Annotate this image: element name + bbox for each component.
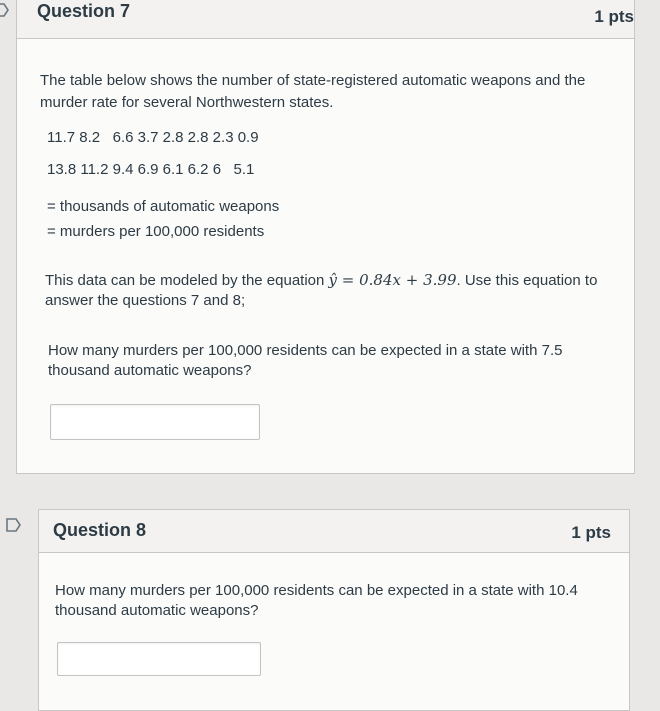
legend-weapons: = thousands of automatic weapons xyxy=(47,198,280,215)
question-7-title: Question 7 xyxy=(37,1,131,21)
question-7-prompt-line-2: thousand automatic weapons? xyxy=(48,362,252,379)
model-equation: ŷ = 0.84x + 3.99 xyxy=(328,271,457,289)
model-text-line-1 xyxy=(45,269,597,292)
model-text-before: This data can be modeled by the equation xyxy=(45,272,325,289)
table-row-weapons: 11.7 8.2 6.6 3.7 2.8 2.8 2.3 0.9 xyxy=(47,129,259,146)
question-8-prompt-line-2: thousand automatic weapons? xyxy=(55,602,259,619)
question-7-points: 1 pts xyxy=(594,7,634,26)
table-row-murders: 13.8 11.2 9.4 6.9 6.1 6.2 6 5.1 xyxy=(47,161,255,178)
question-8-prompt-line-1: How many murders per 100,000 residents can be expected in a state with 10.4 xyxy=(55,582,578,599)
question-8-flag-icon[interactable] xyxy=(6,518,22,532)
question-7-answer-input[interactable] xyxy=(50,404,260,440)
question-8-title: Question 8 xyxy=(53,520,147,540)
question-7-flag-icon[interactable] xyxy=(0,3,10,17)
question-8-header xyxy=(39,510,629,553)
question-8-points: 1 pts xyxy=(571,523,611,542)
question-7-prompt-line-1: How many murders per 100,000 residents can be expected in a state with 7.5 xyxy=(48,342,563,359)
model-text-after: . Use this equation to xyxy=(456,272,598,289)
legend-murders: = murders per 100,000 residents xyxy=(47,223,265,240)
question-8-answer-input[interactable] xyxy=(57,642,261,676)
question-7-header xyxy=(17,0,634,39)
question-8-card xyxy=(38,509,630,711)
question-7-intro-line-2: murder rate for several Northwestern states. xyxy=(40,94,334,111)
model-text-line-2: answer the questions 7 and 8; xyxy=(45,292,246,309)
question-7-card xyxy=(16,0,635,474)
question-7-intro-line-1: The table below shows the number of state-registered automatic weapons and the xyxy=(40,72,586,89)
